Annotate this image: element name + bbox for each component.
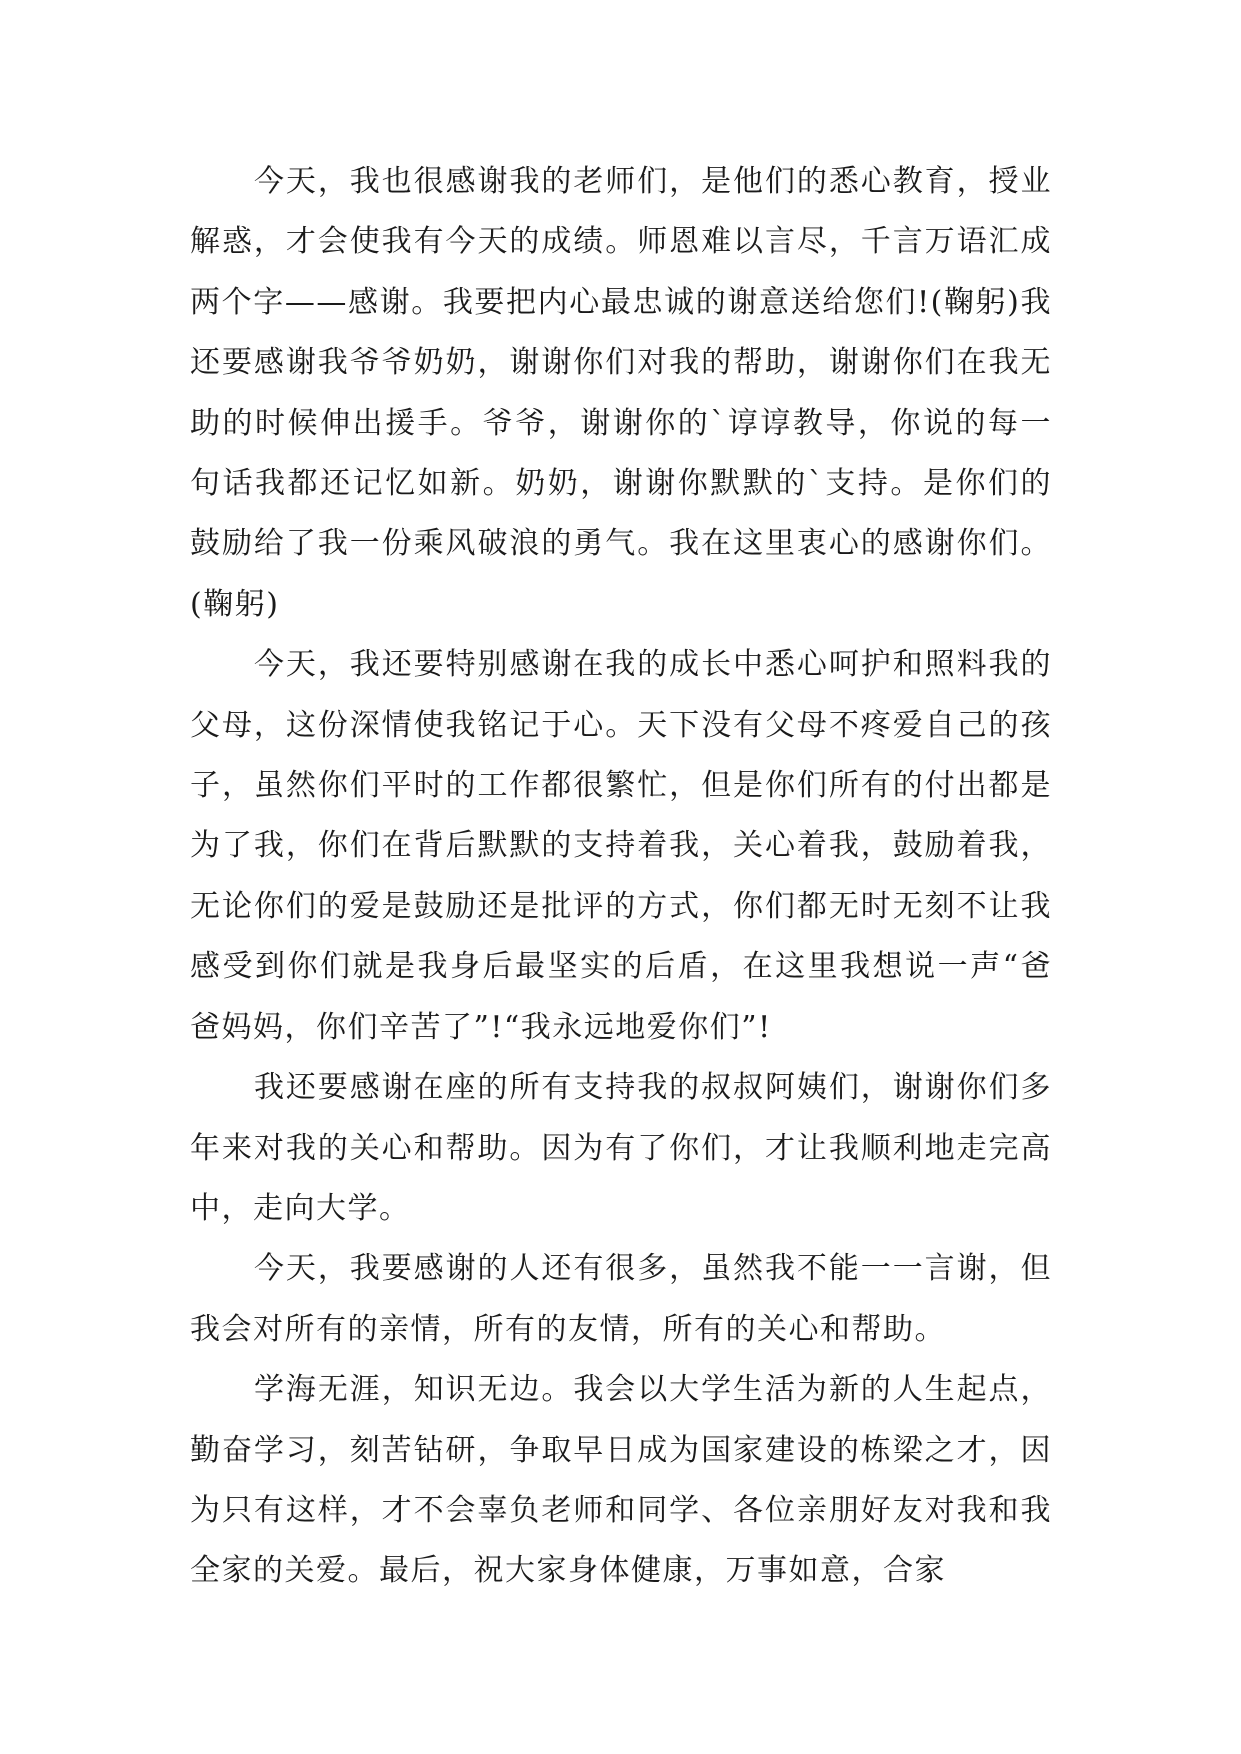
paragraph-thanks-relatives: 我还要感谢在座的所有支持我的叔叔阿姨们，谢谢你们多年来对我的关心和帮助。因为有了你们，才让我顺利地走完高中，走向大学。	[190, 1070, 1052, 1226]
paragraph-thanks-teachers-grandparents: 今天，我也很感谢我的老师们，是他们的悉心教育，授业解惑，才会使我有今天的成绩。师恩难以言尽，千言万语汇成两个字——感谢。我要把内心最忠诚的谢意送给您们!(鞠躬)我还要感谢我爷爷奶奶，谢谢你们对我的帮助，谢谢你们在我无助的时候伸出援手。爷爷，谢谢你的`谆谆教导，你说的每一句话我都还记忆如新。奶奶，谢谢你默默的`支持。是你们的鼓励给了我一份乘风破浪的勇气。我在这里衷心的感谢你们。(鞠躬)	[190, 164, 1052, 622]
paragraph-closing-wishes: 学海无涯，知识无边。我会以大学生活为新的人生起点，勤奋学习，刻苦钻研，争取早日成为国家建设的栋梁之才，因为只有这样，才不会辜负老师和同学、各位亲朋好友对我和我全家的关爱。最后，祝大家身体健康，万事如意，合家	[190, 1372, 1052, 1589]
paragraph-thanks-parents: 今天，我还要特别感谢在我的成长中悉心呵护和照料我的父母，这份深情使我铭记于心。天下没有父母不疼爱自己的孩子，虽然你们平时的工作都很繁忙，但是你们所有的付出都是为了我，你们在背后默默的支持着我，关心着我，鼓励着我，无论你们的爱是鼓励还是批评的方式，你们都无时无刻不让我感受到你们就是我身后最坚实的后盾，在这里我想说一声“爸爸妈妈，你们辛苦了”!“我永远地爱你们”!	[190, 647, 1052, 1045]
paragraph-thanks-everyone: 今天，我要感谢的人还有很多，虽然我不能一一言谢，但我会对所有的亲情，所有的友情，所有的关心和帮助。	[190, 1251, 1052, 1347]
document-body	[190, 152, 1052, 1602]
